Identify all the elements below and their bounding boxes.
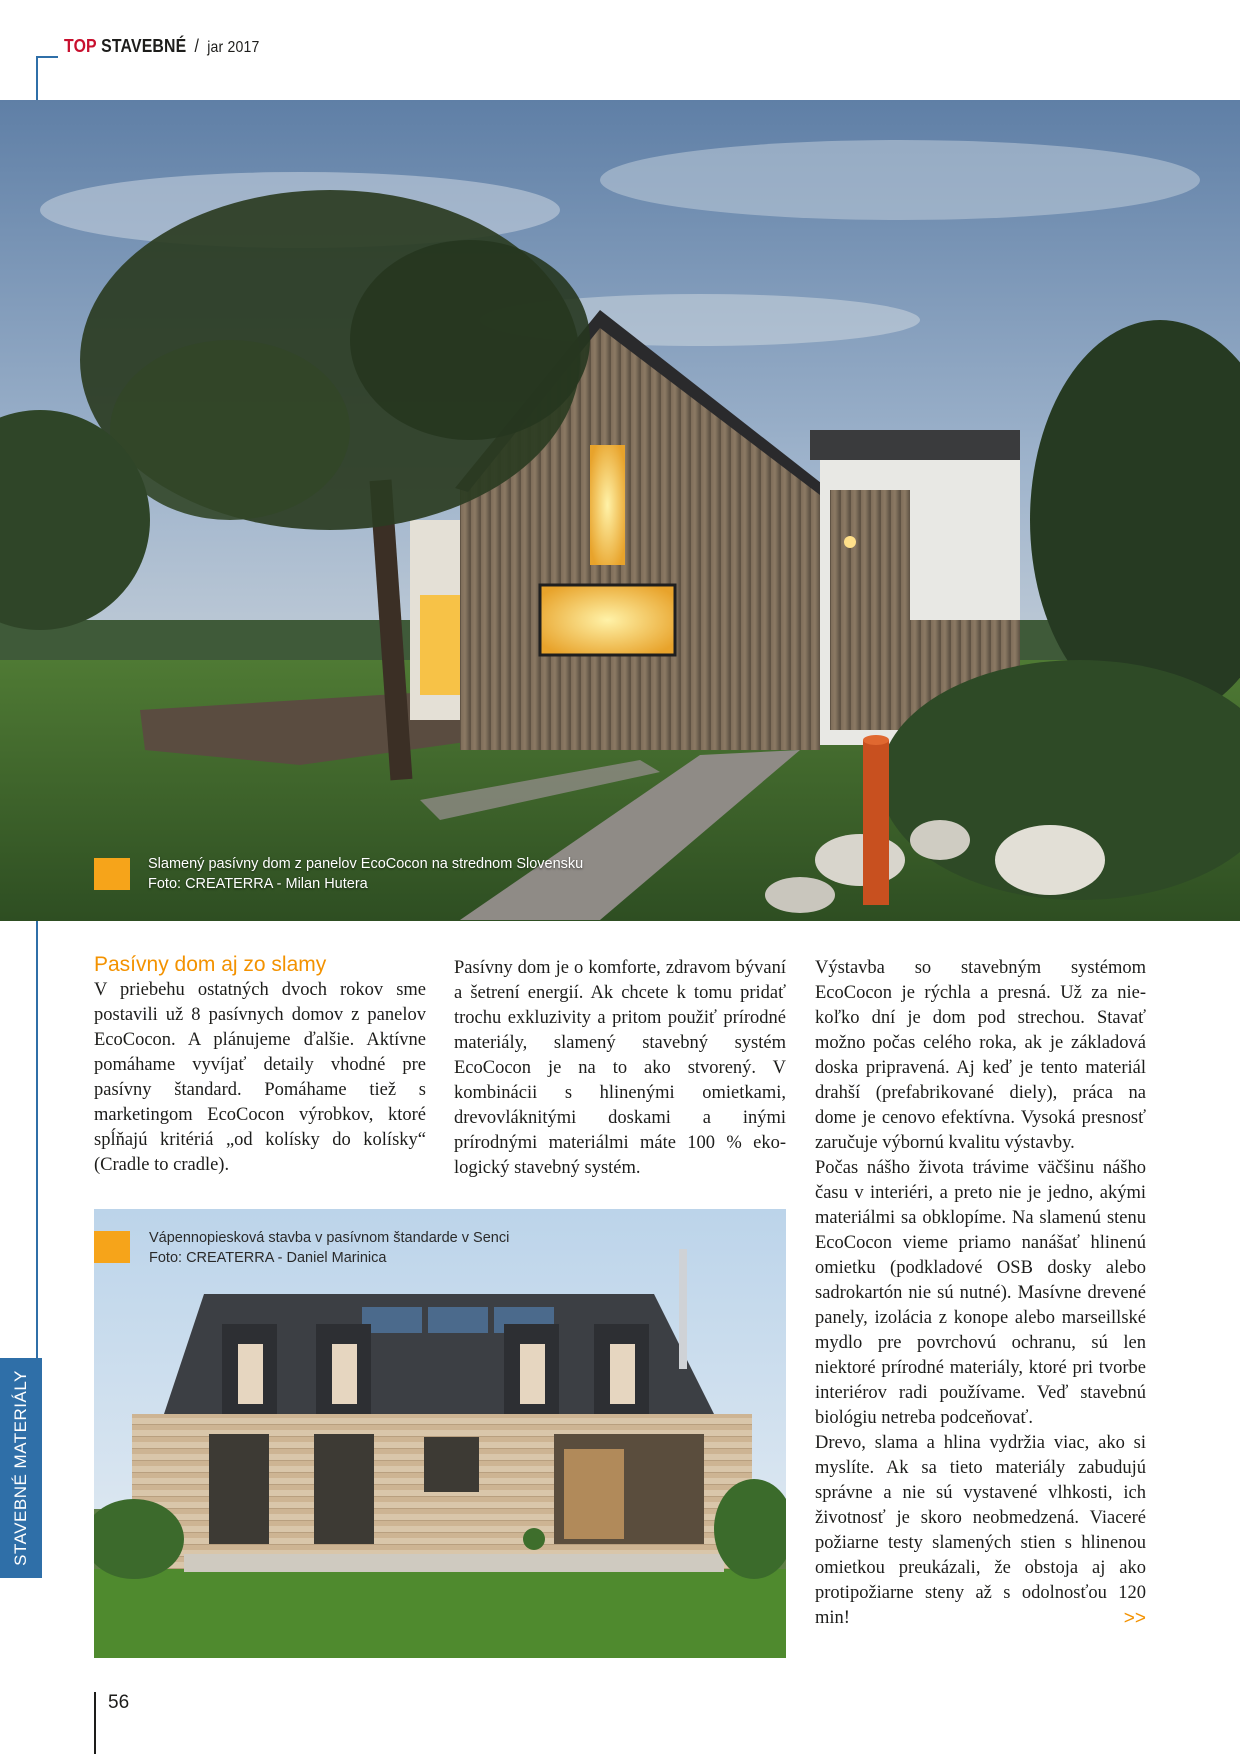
- masthead-brand-rest: STAVEBNÉ: [101, 36, 187, 56]
- page-number: 56: [108, 1692, 130, 1713]
- masthead: [64, 36, 259, 57]
- article-col3-para1: Výstavba so stavebným systémom EcoCocon je rýchla a presná. Už za niekoľko dní je dom pod strechou. Stavať možno počas celého roka, ak je základová doska pripravená. Aj keď je tento materiál drahší (prefabrikované diely), práca na dome je cenovo efektívna. Vysoká presnosť zaručuje výbornú kvalitu výstavby.: [815, 958, 1146, 1153]
- second-caption-square: [94, 1231, 130, 1263]
- article-col1-text: V priebehu ostatných dvoch rokov sme postavili už 8 pasívnych domov z panelov EcoCocon. A plánujeme ďalšie. Aktívne pomáhame vyvíjať detaily vhodné pre pasívny štandard. Pomáhame tiež s marketingom EcoCocon výrobkov, ktoré spĺňajú kritériá „od kolísky do kolísky“ (Cradle to cradle).: [94, 980, 426, 1175]
- masthead-corner-rule-h: [36, 56, 58, 58]
- masthead-issue: jar 2017: [207, 39, 260, 56]
- hero-caption-square: [94, 858, 130, 890]
- second-photo-illustration: [94, 1209, 786, 1658]
- masthead-separator: /: [194, 36, 200, 56]
- hero-caption-line2: Foto: CREATERRA - Milan Hutera: [148, 876, 368, 892]
- article-col-2: [454, 956, 786, 1181]
- article-col-3: [815, 956, 1146, 1631]
- second-caption-line2: Foto: CREATERRA - Daniel Marinica: [149, 1250, 387, 1266]
- article-col3-para3: [815, 1431, 1146, 1631]
- article-col2-text: Pasívny dom je o komforte, zdravom bývaní a šetrení energií. Ak chcete k tomu pridať trochu exkluzivity a pritom použiť prírodné materiály, slamený stavebný systém EcoCocon je na to ako stvorený. V kombinácii s hlinenými omietkami, drevovláknitými doskami a inými prírodnými materiálmi máte 100 % ekologický stavebný systém.: [454, 958, 786, 1178]
- second-caption-line1: Vápennopiesková stavba v pasívnom štandarde v Senci: [149, 1230, 510, 1246]
- section-tab: [0, 1358, 42, 1578]
- left-rule: [36, 921, 38, 1361]
- section-tab-label: STAVEBNÉ MATERIÁLY: [11, 1370, 30, 1566]
- hero-caption-line1: Slamený pasívny dom z panelov EcoCocon na strednom Slovensku: [148, 856, 584, 872]
- article-col3-para3-text: Drevo, slama a hlina vydržia viac, ako si myslíte. Ak sa tieto materiály zabudujú správne a nie sú vystavené vlhkosti, ich životnosť je skoro neobmedzená. Viaceré požiarne testy slamených stien s hlinenou omietkou preukázali, že obstoja aj ako protipožiarne steny až s odolnosťou 120 min!: [815, 1433, 1146, 1628]
- hero-caption: [148, 854, 583, 894]
- second-photo: [94, 1209, 786, 1658]
- continue-mark: >>: [1123, 1608, 1146, 1629]
- article-col-1: [94, 952, 426, 1178]
- hero-photo-illustration: [0, 100, 1240, 921]
- masthead-brand-top: TOP: [64, 36, 97, 56]
- article-col3-para2: Počas nášho života trávime väčšinu nášho času v interiéri, a preto nie je jedno, akými materiálmi sa obklopíme. Na slamenú stenu EcoCocon vieme priamo nanášať hlinenú omietku (podkladové OSB dosky alebo sadrokartón nie sú nutné). Masívne drevené panely, izolácia z konope alebo marseillské mydlo pre povrchovú ochranu, sú len niektoré prírodné materiály, ktoré pri tvorbe interiérov radi používame. Veď stavebnú biológiu netreba podceňovať.: [815, 1158, 1146, 1428]
- hero-photo: [0, 100, 1240, 921]
- article-headline: Pasívny dom aj zo slamy: [94, 953, 327, 976]
- second-caption: [149, 1228, 509, 1268]
- masthead-corner-rule-v: [36, 56, 38, 100]
- page-number-rule: [94, 1692, 96, 1754]
